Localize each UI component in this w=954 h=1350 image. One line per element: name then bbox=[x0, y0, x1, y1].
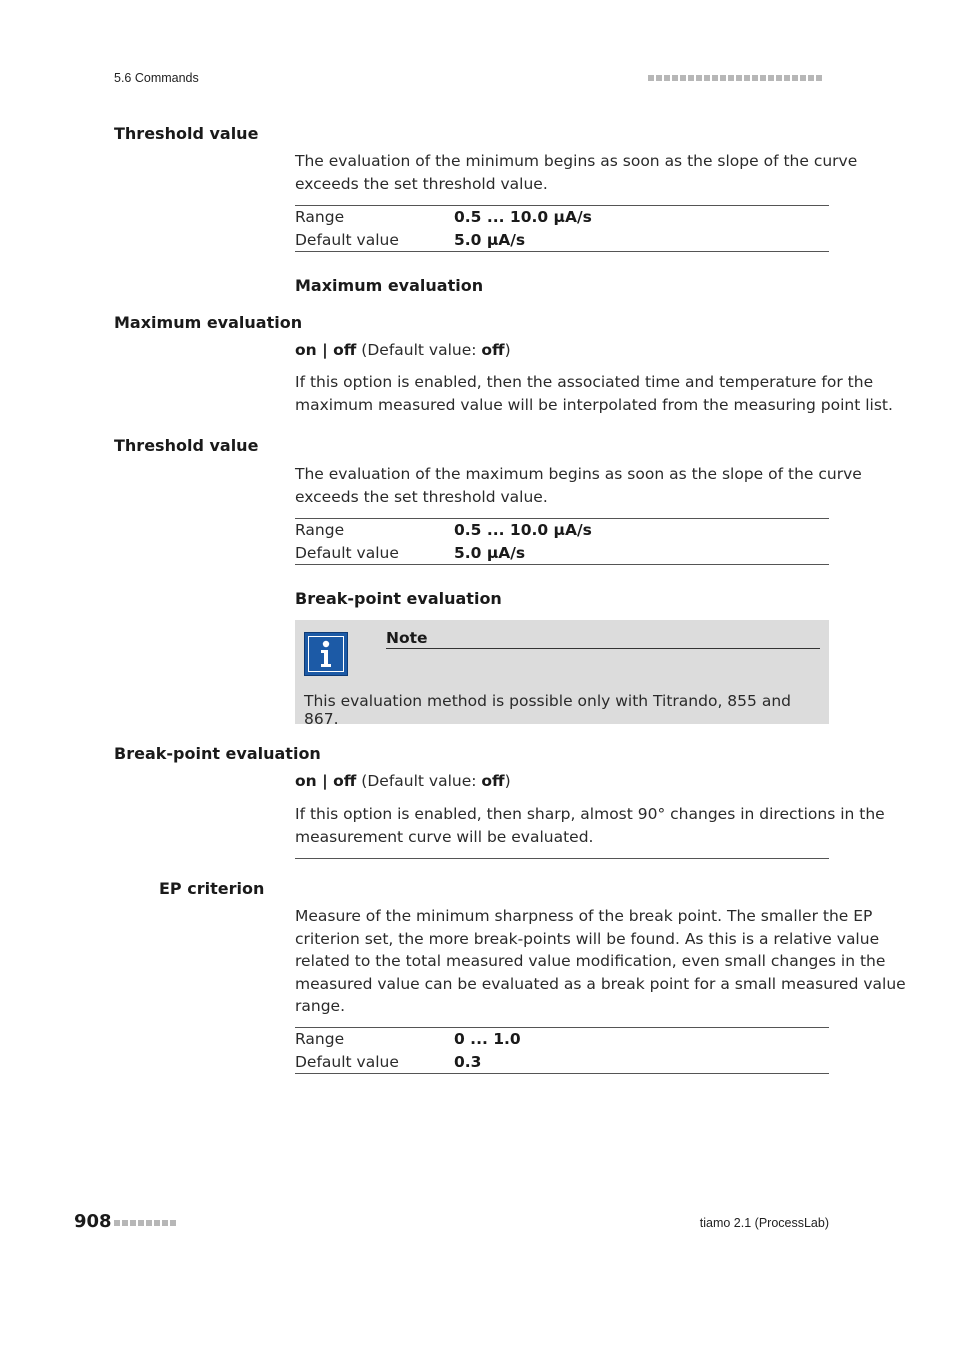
decoration-square bbox=[688, 75, 694, 81]
decoration-square bbox=[162, 1220, 168, 1226]
decoration-square bbox=[648, 75, 654, 81]
decoration-square bbox=[768, 75, 774, 81]
note-title: Note bbox=[386, 629, 820, 649]
table-row: Default value 5.0 µA/s bbox=[295, 230, 526, 249]
running-header-section: 5.6 Commands bbox=[114, 71, 199, 85]
breakpoint-section-heading: Break-point evaluation bbox=[295, 589, 502, 608]
footer-product: tiamo 2.1 (ProcessLab) bbox=[699, 1216, 829, 1230]
ep-criterion-description: Measure of the minimum sharpness of the break point. The smaller the EP criterion set, the more break-points will be found. As this is a relative value related to the total measured value modification, even small changes in the measured value can be evaluated as a break point for a small measured value range. bbox=[295, 907, 906, 1015]
footer-decoration bbox=[114, 1220, 176, 1226]
threshold-max-title: Threshold value bbox=[114, 436, 259, 455]
note-text: This evaluation method is possible only with Titrando, 855 and 867. bbox=[304, 692, 791, 728]
threshold-max-description: The evaluation of the maximum begins as soon as the slope of the curve exceeds the set threshold value. bbox=[295, 465, 862, 506]
decoration-square bbox=[114, 1220, 120, 1226]
threshold-min-table bbox=[295, 205, 829, 252]
decoration-square bbox=[784, 75, 790, 81]
ep-criterion-title: EP criterion bbox=[159, 879, 265, 898]
note-box bbox=[295, 620, 829, 728]
table-row: Default value 5.0 µA/s bbox=[295, 543, 526, 562]
decoration-square bbox=[776, 75, 782, 81]
decoration-square bbox=[122, 1220, 128, 1226]
decoration-square bbox=[720, 75, 726, 81]
breakpoint-eval-options: on | off (Default value: off) bbox=[295, 772, 511, 790]
maximum-eval-title: Maximum evaluation bbox=[114, 313, 303, 332]
decoration-square bbox=[712, 75, 718, 81]
decoration-square bbox=[800, 75, 806, 81]
info-icon bbox=[304, 632, 348, 676]
decoration-square bbox=[146, 1220, 152, 1226]
breakpoint-eval-description: If this option is enabled, then sharp, almost 90° changes in directions in the measurement curve will be evaluated. bbox=[295, 805, 885, 846]
table-row: Range 0.5 ... 10.0 µA/s bbox=[295, 521, 592, 539]
ep-criterion-table bbox=[295, 1027, 829, 1074]
decoration-square bbox=[728, 75, 734, 81]
decoration-square bbox=[130, 1220, 136, 1226]
decoration-square bbox=[656, 75, 662, 81]
decoration-square bbox=[154, 1220, 160, 1226]
decoration-square bbox=[752, 75, 758, 81]
decoration-square bbox=[672, 75, 678, 81]
decoration-square bbox=[760, 75, 766, 81]
threshold-min-title: Threshold value bbox=[114, 124, 259, 143]
decoration-square bbox=[808, 75, 814, 81]
breakpoint-eval-title: Break-point evaluation bbox=[114, 744, 321, 763]
maximum-eval-options: on | off (Default value: off) bbox=[295, 341, 511, 359]
decoration-square bbox=[170, 1220, 176, 1226]
table-row: Default value 0.3 bbox=[295, 1052, 482, 1071]
decoration-square bbox=[792, 75, 798, 81]
header-decoration bbox=[648, 75, 822, 81]
table-row: Range 0.5 ... 10.0 µA/s bbox=[295, 208, 592, 226]
maximum-eval-description: If this option is enabled, then the associated time and temperature for the maximum measured value will be interpolated from the measuring point list. bbox=[295, 373, 893, 414]
decoration-square bbox=[744, 75, 750, 81]
maximum-section-heading: Maximum evaluation bbox=[295, 276, 484, 295]
section-divider bbox=[295, 858, 829, 859]
decoration-square bbox=[138, 1220, 144, 1226]
decoration-square bbox=[704, 75, 710, 81]
decoration-square bbox=[736, 75, 742, 81]
decoration-square bbox=[664, 75, 670, 81]
page-number: 908 bbox=[74, 1211, 112, 1232]
threshold-max-table bbox=[295, 518, 829, 565]
table-row: Range 0 ... 1.0 bbox=[295, 1030, 521, 1048]
decoration-square bbox=[816, 75, 822, 81]
decoration-square bbox=[680, 75, 686, 81]
threshold-min-description: The evaluation of the minimum begins as soon as the slope of the curve exceeds the set threshold value. bbox=[295, 152, 858, 193]
decoration-square bbox=[696, 75, 702, 81]
